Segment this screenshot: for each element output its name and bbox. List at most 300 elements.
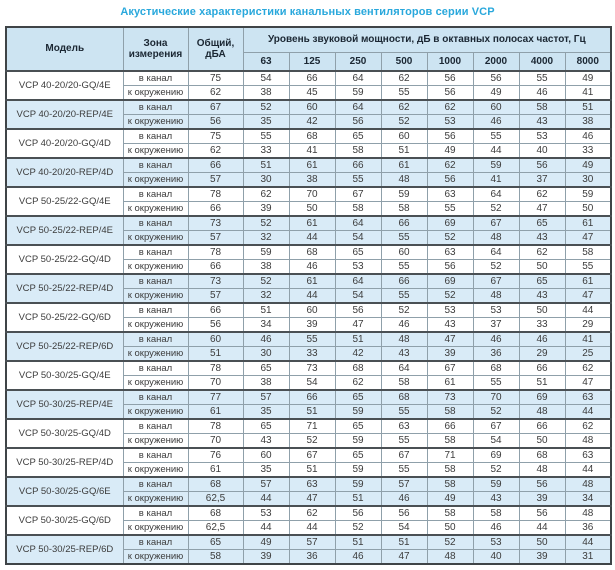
band-level-cell: 30 xyxy=(565,173,611,188)
band-level-cell: 33 xyxy=(565,144,611,159)
total-dba-cell: 60 xyxy=(188,332,243,347)
band-level-cell: 33 xyxy=(243,144,289,159)
band-level-cell: 47 xyxy=(381,550,427,565)
band-level-cell: 68 xyxy=(289,245,335,260)
band-level-cell: 56 xyxy=(335,506,381,521)
band-level-cell: 52 xyxy=(473,260,519,275)
band-level-cell: 30 xyxy=(243,173,289,188)
total-dba-cell: 58 xyxy=(188,550,243,565)
band-level-cell: 63 xyxy=(427,187,473,202)
band-level-cell: 58 xyxy=(381,202,427,217)
band-level-cell: 57 xyxy=(381,477,427,492)
band-level-cell: 52 xyxy=(473,405,519,420)
band-level-cell: 64 xyxy=(473,187,519,202)
band-level-cell: 65 xyxy=(243,419,289,434)
band-level-cell: 31 xyxy=(565,550,611,565)
header-freq-1000: 1000 xyxy=(427,52,473,71)
band-level-cell: 62 xyxy=(565,419,611,434)
band-level-cell: 68 xyxy=(519,448,565,463)
header-freq-125: 125 xyxy=(289,52,335,71)
band-level-cell: 56 xyxy=(519,158,565,173)
band-level-cell: 73 xyxy=(427,390,473,405)
band-level-cell: 47 xyxy=(565,376,611,391)
band-level-cell: 59 xyxy=(473,158,519,173)
band-level-cell: 65 xyxy=(243,361,289,376)
total-dba-cell: 66 xyxy=(188,202,243,217)
band-level-cell: 58 xyxy=(335,202,381,217)
total-dba-cell: 56 xyxy=(188,115,243,130)
zone-cell: к окружению xyxy=(123,521,188,536)
band-level-cell: 60 xyxy=(243,448,289,463)
band-level-cell: 52 xyxy=(427,289,473,304)
band-level-cell: 61 xyxy=(565,274,611,289)
band-level-cell: 35 xyxy=(243,115,289,130)
band-level-cell: 52 xyxy=(473,202,519,217)
band-level-cell: 55 xyxy=(243,129,289,144)
band-level-cell: 34 xyxy=(243,318,289,333)
table-row xyxy=(6,535,611,550)
band-level-cell: 47 xyxy=(565,231,611,246)
band-level-cell: 68 xyxy=(335,361,381,376)
band-level-cell: 55 xyxy=(565,260,611,275)
zone-cell: в канал xyxy=(123,274,188,289)
table-row xyxy=(6,187,611,202)
band-level-cell: 48 xyxy=(381,173,427,188)
band-level-cell: 54 xyxy=(335,231,381,246)
band-level-cell: 58 xyxy=(565,245,611,260)
model-cell: VCP 50-25/22-REP/4E xyxy=(6,216,123,245)
model-cell: VCP 50-30/25-GQ/6E xyxy=(6,477,123,506)
total-dba-cell: 73 xyxy=(188,216,243,231)
model-cell: VCP 50-30/25-REP/4D xyxy=(6,448,123,477)
band-level-cell: 43 xyxy=(519,289,565,304)
total-dba-cell: 62 xyxy=(188,144,243,159)
zone-cell: к окружению xyxy=(123,463,188,478)
band-level-cell: 48 xyxy=(519,463,565,478)
band-level-cell: 43 xyxy=(519,115,565,130)
band-level-cell: 64 xyxy=(473,245,519,260)
band-level-cell: 32 xyxy=(243,231,289,246)
band-level-cell: 42 xyxy=(289,115,335,130)
band-level-cell: 50 xyxy=(289,202,335,217)
band-level-cell: 51 xyxy=(381,144,427,159)
header-freq-4000: 4000 xyxy=(519,52,565,71)
band-level-cell: 46 xyxy=(243,332,289,347)
band-level-cell: 66 xyxy=(381,216,427,231)
band-level-cell: 61 xyxy=(427,376,473,391)
band-level-cell: 66 xyxy=(427,419,473,434)
model-cell: VCP 40-20/20-REP/4D xyxy=(6,158,123,187)
band-level-cell: 52 xyxy=(427,535,473,550)
band-level-cell: 44 xyxy=(565,303,611,318)
model-cell: VCP 50-30/25-GQ/6D xyxy=(6,506,123,535)
zone-cell: к окружению xyxy=(123,260,188,275)
band-level-cell: 60 xyxy=(473,100,519,115)
zone-cell: к окружению xyxy=(123,289,188,304)
table-row xyxy=(6,158,611,173)
band-level-cell: 44 xyxy=(565,535,611,550)
total-dba-cell: 62,5 xyxy=(188,492,243,507)
band-level-cell: 36 xyxy=(289,550,335,565)
total-dba-cell: 76 xyxy=(188,448,243,463)
zone-cell: к окружению xyxy=(123,405,188,420)
band-level-cell: 67 xyxy=(473,419,519,434)
band-level-cell: 62 xyxy=(427,158,473,173)
band-level-cell: 44 xyxy=(243,492,289,507)
band-level-cell: 43 xyxy=(473,492,519,507)
band-level-cell: 68 xyxy=(381,390,427,405)
band-level-cell: 56 xyxy=(427,71,473,86)
band-level-cell: 62 xyxy=(519,187,565,202)
band-level-cell: 51 xyxy=(381,535,427,550)
total-dba-cell: 56 xyxy=(188,318,243,333)
band-level-cell: 61 xyxy=(381,158,427,173)
band-level-cell: 58 xyxy=(427,405,473,420)
band-level-cell: 51 xyxy=(519,376,565,391)
zone-cell: в канал xyxy=(123,361,188,376)
header-total-dba: Общий, дБА xyxy=(188,27,243,71)
zone-cell: в канал xyxy=(123,187,188,202)
model-cell: VCP 50-25/22-GQ/6D xyxy=(6,303,123,332)
band-level-cell: 37 xyxy=(473,318,519,333)
band-level-cell: 53 xyxy=(427,303,473,318)
total-dba-cell: 78 xyxy=(188,419,243,434)
band-level-cell: 50 xyxy=(519,303,565,318)
band-level-cell: 69 xyxy=(427,274,473,289)
model-cell: VCP 50-25/22-GQ/4D xyxy=(6,245,123,274)
band-level-cell: 64 xyxy=(335,71,381,86)
band-level-cell: 64 xyxy=(335,274,381,289)
total-dba-cell: 77 xyxy=(188,390,243,405)
band-level-cell: 56 xyxy=(427,129,473,144)
header-octave-bands: Уровень звуковой мощности, дБ в октавных полосах частот, Гц xyxy=(243,27,611,52)
band-level-cell: 38 xyxy=(289,173,335,188)
band-level-cell: 53 xyxy=(243,506,289,521)
band-level-cell: 30 xyxy=(243,347,289,362)
band-level-cell: 44 xyxy=(289,521,335,536)
band-level-cell: 65 xyxy=(519,274,565,289)
band-level-cell: 53 xyxy=(473,535,519,550)
band-level-cell: 64 xyxy=(335,100,381,115)
band-level-cell: 58 xyxy=(427,434,473,449)
band-level-cell: 49 xyxy=(427,144,473,159)
band-level-cell: 53 xyxy=(427,115,473,130)
band-level-cell: 61 xyxy=(289,216,335,231)
band-level-cell: 47 xyxy=(427,332,473,347)
band-level-cell: 56 xyxy=(427,86,473,101)
band-level-cell: 53 xyxy=(473,303,519,318)
band-level-cell: 56 xyxy=(427,260,473,275)
band-level-cell: 60 xyxy=(289,303,335,318)
total-dba-cell: 62,5 xyxy=(188,521,243,536)
band-level-cell: 46 xyxy=(565,129,611,144)
total-dba-cell: 61 xyxy=(188,405,243,420)
band-level-cell: 48 xyxy=(565,434,611,449)
table-row xyxy=(6,245,611,260)
total-dba-cell: 68 xyxy=(188,477,243,492)
band-level-cell: 64 xyxy=(335,216,381,231)
header-freq-500: 500 xyxy=(381,52,427,71)
band-level-cell: 39 xyxy=(243,202,289,217)
total-dba-cell: 51 xyxy=(188,347,243,362)
band-level-cell: 48 xyxy=(519,405,565,420)
band-level-cell: 69 xyxy=(427,216,473,231)
band-level-cell: 49 xyxy=(243,535,289,550)
zone-cell: в канал xyxy=(123,535,188,550)
band-level-cell: 53 xyxy=(335,260,381,275)
band-level-cell: 59 xyxy=(473,477,519,492)
band-level-cell: 47 xyxy=(335,318,381,333)
band-level-cell: 51 xyxy=(289,463,335,478)
band-level-cell: 35 xyxy=(243,405,289,420)
band-level-cell: 33 xyxy=(289,347,335,362)
band-level-cell: 46 xyxy=(381,318,427,333)
band-level-cell: 51 xyxy=(243,158,289,173)
total-dba-cell: 66 xyxy=(188,158,243,173)
band-level-cell: 58 xyxy=(335,144,381,159)
band-level-cell: 36 xyxy=(565,521,611,536)
table-row xyxy=(6,477,611,492)
table-header xyxy=(6,27,611,71)
band-level-cell: 38 xyxy=(565,115,611,130)
band-level-cell: 62 xyxy=(427,100,473,115)
band-level-cell: 58 xyxy=(427,506,473,521)
band-level-cell: 41 xyxy=(473,173,519,188)
band-level-cell: 65 xyxy=(335,129,381,144)
band-level-cell: 52 xyxy=(243,100,289,115)
band-level-cell: 56 xyxy=(381,506,427,521)
band-level-cell: 48 xyxy=(473,231,519,246)
band-level-cell: 46 xyxy=(519,332,565,347)
band-level-cell: 50 xyxy=(519,434,565,449)
zone-cell: к окружению xyxy=(123,173,188,188)
total-dba-cell: 66 xyxy=(188,260,243,275)
band-level-cell: 67 xyxy=(473,216,519,231)
acoustic-characteristics-table xyxy=(5,26,612,565)
band-level-cell: 65 xyxy=(335,448,381,463)
band-level-cell: 66 xyxy=(335,158,381,173)
band-level-cell: 48 xyxy=(565,477,611,492)
band-level-cell: 56 xyxy=(335,115,381,130)
total-dba-cell: 57 xyxy=(188,173,243,188)
band-level-cell: 46 xyxy=(381,492,427,507)
band-level-cell: 38 xyxy=(243,260,289,275)
zone-cell: в канал xyxy=(123,448,188,463)
table-row xyxy=(6,390,611,405)
band-level-cell: 47 xyxy=(519,202,565,217)
total-dba-cell: 57 xyxy=(188,231,243,246)
total-dba-cell: 61 xyxy=(188,463,243,478)
total-dba-cell: 78 xyxy=(188,245,243,260)
band-level-cell: 45 xyxy=(289,86,335,101)
band-level-cell: 59 xyxy=(335,405,381,420)
band-level-cell: 44 xyxy=(289,289,335,304)
band-level-cell: 48 xyxy=(427,550,473,565)
total-dba-cell: 73 xyxy=(188,274,243,289)
band-level-cell: 65 xyxy=(335,419,381,434)
band-level-cell: 43 xyxy=(519,231,565,246)
band-level-cell: 46 xyxy=(473,115,519,130)
band-level-cell: 44 xyxy=(243,521,289,536)
band-level-cell: 54 xyxy=(381,521,427,536)
band-level-cell: 49 xyxy=(473,86,519,101)
total-dba-cell: 78 xyxy=(188,361,243,376)
band-level-cell: 51 xyxy=(335,535,381,550)
total-dba-cell: 78 xyxy=(188,187,243,202)
band-level-cell: 52 xyxy=(381,303,427,318)
band-level-cell: 55 xyxy=(381,463,427,478)
zone-cell: в канал xyxy=(123,332,188,347)
table-row xyxy=(6,506,611,521)
band-level-cell: 55 xyxy=(289,332,335,347)
band-level-cell: 58 xyxy=(427,477,473,492)
zone-cell: в канал xyxy=(123,158,188,173)
band-level-cell: 54 xyxy=(243,71,289,86)
band-level-cell: 71 xyxy=(427,448,473,463)
band-level-cell: 36 xyxy=(473,347,519,362)
total-dba-cell: 68 xyxy=(188,506,243,521)
band-level-cell: 39 xyxy=(289,318,335,333)
band-level-cell: 40 xyxy=(473,550,519,565)
band-level-cell: 54 xyxy=(473,434,519,449)
band-level-cell: 66 xyxy=(381,274,427,289)
band-level-cell: 32 xyxy=(243,289,289,304)
band-level-cell: 61 xyxy=(289,274,335,289)
band-level-cell: 39 xyxy=(519,492,565,507)
band-level-cell: 55 xyxy=(381,231,427,246)
band-level-cell: 65 xyxy=(335,245,381,260)
band-level-cell: 55 xyxy=(381,86,427,101)
table-row xyxy=(6,216,611,231)
band-level-cell: 47 xyxy=(289,492,335,507)
zone-cell: к окружению xyxy=(123,347,188,362)
band-level-cell: 61 xyxy=(289,158,335,173)
band-level-cell: 59 xyxy=(335,434,381,449)
band-level-cell: 63 xyxy=(381,419,427,434)
table-row xyxy=(6,303,611,318)
zone-cell: в канал xyxy=(123,506,188,521)
header-freq-250: 250 xyxy=(335,52,381,71)
total-dba-cell: 70 xyxy=(188,434,243,449)
band-level-cell: 38 xyxy=(243,376,289,391)
band-level-cell: 62 xyxy=(381,100,427,115)
model-cell: VCP 50-30/25-REP/4E xyxy=(6,390,123,419)
band-level-cell: 57 xyxy=(289,535,335,550)
zone-cell: к окружению xyxy=(123,115,188,130)
band-level-cell: 60 xyxy=(381,129,427,144)
band-level-cell: 70 xyxy=(473,390,519,405)
band-level-cell: 46 xyxy=(289,260,335,275)
band-level-cell: 55 xyxy=(381,434,427,449)
band-level-cell: 41 xyxy=(289,144,335,159)
band-level-cell: 49 xyxy=(427,492,473,507)
band-level-cell: 66 xyxy=(289,390,335,405)
band-level-cell: 70 xyxy=(289,187,335,202)
band-level-cell: 58 xyxy=(381,376,427,391)
band-level-cell: 48 xyxy=(473,289,519,304)
zone-cell: к окружению xyxy=(123,434,188,449)
band-level-cell: 44 xyxy=(565,463,611,478)
band-level-cell: 67 xyxy=(335,187,381,202)
band-level-cell: 60 xyxy=(381,245,427,260)
band-level-cell: 50 xyxy=(565,202,611,217)
band-level-cell: 62 xyxy=(243,187,289,202)
band-level-cell: 55 xyxy=(519,71,565,86)
band-level-cell: 50 xyxy=(427,521,473,536)
band-level-cell: 56 xyxy=(427,173,473,188)
zone-cell: в канал xyxy=(123,245,188,260)
band-level-cell: 40 xyxy=(519,144,565,159)
band-level-cell: 54 xyxy=(335,289,381,304)
zone-cell: к окружению xyxy=(123,231,188,246)
band-level-cell: 46 xyxy=(473,332,519,347)
band-level-cell: 68 xyxy=(473,361,519,376)
band-level-cell: 67 xyxy=(473,274,519,289)
zone-cell: к окружению xyxy=(123,202,188,217)
table-row xyxy=(6,332,611,347)
band-level-cell: 53 xyxy=(519,129,565,144)
total-dba-cell: 67 xyxy=(188,100,243,115)
header-zone: Зона измерения xyxy=(123,27,188,71)
band-level-cell: 62 xyxy=(335,376,381,391)
band-level-cell: 52 xyxy=(335,521,381,536)
band-level-cell: 65 xyxy=(335,390,381,405)
band-level-cell: 51 xyxy=(243,303,289,318)
page-title: Акустические характеристики канальных вентиляторов серии VCP xyxy=(120,6,495,18)
band-level-cell: 69 xyxy=(473,448,519,463)
band-level-cell: 42 xyxy=(335,347,381,362)
band-level-cell: 51 xyxy=(565,100,611,115)
band-level-cell: 52 xyxy=(473,463,519,478)
band-level-cell: 69 xyxy=(519,390,565,405)
band-level-cell: 55 xyxy=(381,260,427,275)
band-level-cell: 44 xyxy=(289,231,335,246)
band-level-cell: 46 xyxy=(473,521,519,536)
band-level-cell: 62 xyxy=(381,71,427,86)
band-level-cell: 39 xyxy=(519,550,565,565)
band-level-cell: 63 xyxy=(289,477,335,492)
total-dba-cell: 57 xyxy=(188,289,243,304)
band-level-cell: 48 xyxy=(381,332,427,347)
band-level-cell: 48 xyxy=(565,506,611,521)
band-level-cell: 56 xyxy=(519,477,565,492)
band-level-cell: 39 xyxy=(243,550,289,565)
total-dba-cell: 70 xyxy=(188,376,243,391)
model-cell: VCP 50-30/25-GQ/4E xyxy=(6,361,123,390)
band-level-cell: 56 xyxy=(519,506,565,521)
band-level-cell: 61 xyxy=(565,216,611,231)
zone-cell: в канал xyxy=(123,71,188,86)
table-row xyxy=(6,448,611,463)
band-level-cell: 55 xyxy=(473,376,519,391)
header-freq-63: 63 xyxy=(243,52,289,71)
band-level-cell: 58 xyxy=(427,463,473,478)
band-level-cell: 44 xyxy=(473,144,519,159)
band-level-cell: 55 xyxy=(381,405,427,420)
band-level-cell: 71 xyxy=(289,419,335,434)
band-level-cell: 63 xyxy=(427,245,473,260)
band-level-cell: 52 xyxy=(243,274,289,289)
table-row xyxy=(6,361,611,376)
table-row xyxy=(6,129,611,144)
band-level-cell: 59 xyxy=(335,86,381,101)
band-level-cell: 67 xyxy=(289,448,335,463)
table-row xyxy=(6,100,611,115)
band-level-cell: 62 xyxy=(519,245,565,260)
band-level-cell: 66 xyxy=(519,361,565,376)
model-cell: VCP 40-20/20-GQ/4D xyxy=(6,129,123,158)
header-freq-8000: 8000 xyxy=(565,52,611,71)
